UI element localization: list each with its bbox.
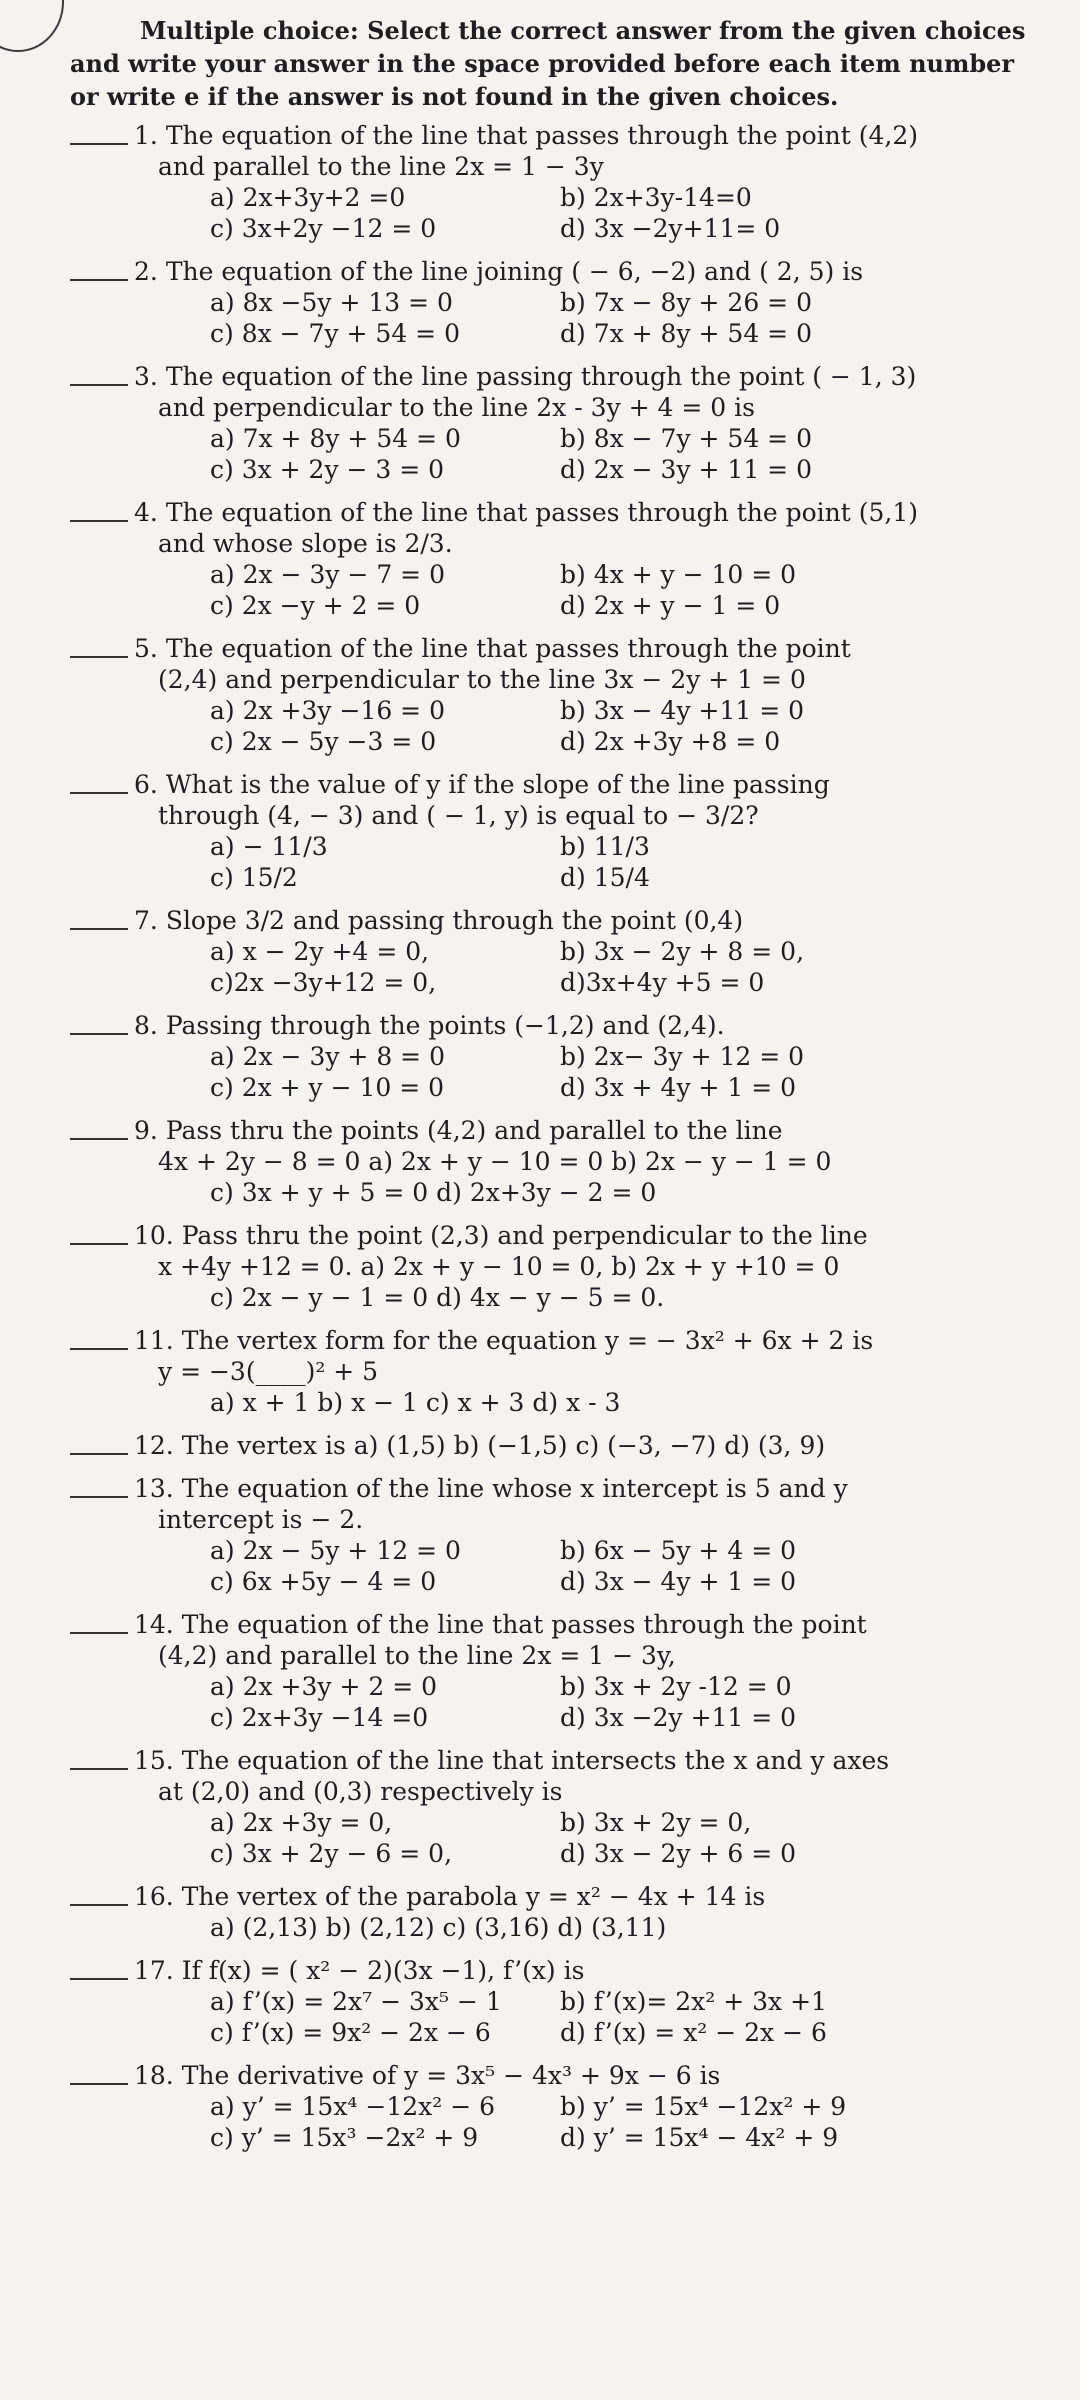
question-item [70, 633, 1060, 757]
answer-choice: c)2x −3y+12 = 0, [210, 968, 437, 997]
answer-choices [134, 423, 1060, 485]
corner-circle-mark [0, 0, 64, 52]
question-line: (2,4) and perpendicular to the line 3x − 2y + 1 = 0 [158, 665, 806, 694]
answer-choice: b) 4x + y − 10 = 0 [560, 560, 797, 589]
question-line: y = −3(____)² + 5 [158, 1357, 379, 1386]
question-number: 11. [134, 1326, 174, 1355]
question-text [134, 1010, 1060, 1041]
answer-choice: a) 2x+3y+2 =0 [210, 183, 406, 212]
answer-choice: a) x + 1 b) x − 1 c) x + 3 d) x - 3 [210, 1388, 621, 1417]
answer-choices [134, 559, 1060, 621]
answer-choice: a) y’ = 15x⁴ −12x² − 6 [210, 2092, 496, 2121]
question-item [70, 1955, 1060, 2048]
answer-choice: b) y’ = 15x⁴ −12x² + 9 [560, 2092, 847, 2121]
question-text [134, 905, 1060, 936]
question-number: 14. [134, 1610, 174, 1639]
question-number: 12. [134, 1431, 174, 1460]
question-text [134, 1356, 1060, 1387]
answer-choice: b) 3x + 2y = 0, [560, 1808, 752, 1837]
question-text [134, 1776, 1060, 1807]
question-text [134, 1504, 1060, 1535]
question-line: The equation of the line that intersects the x and y axes [181, 1746, 890, 1775]
answer-choice: b) 2x+3y-14=0 [560, 183, 752, 212]
answer-blank[interactable] [70, 520, 128, 522]
answer-choice: c) f’(x) = 9x² − 2x − 6 [210, 2018, 491, 2047]
question-item [70, 1325, 1060, 1418]
question-line: The equation of the line that passes through the point (5,1) [165, 498, 919, 527]
answer-blank[interactable] [70, 384, 128, 386]
answer-choice: c) 2x − 5y −3 = 0 [210, 727, 437, 756]
answer-blank[interactable] [70, 2083, 128, 2085]
question-item [70, 1473, 1060, 1597]
question-text [134, 1146, 1060, 1177]
question-text [134, 1745, 1060, 1776]
question-line: The equation of the line that passes through the point (4,2) [165, 121, 919, 150]
answer-blank[interactable] [70, 928, 128, 930]
question-number: 10. [134, 1221, 174, 1250]
answer-choice: d) 3x − 2y + 6 = 0 [560, 1839, 797, 1868]
question-number: 9. [134, 1116, 158, 1145]
answer-choices [134, 1535, 1060, 1597]
question-item [70, 2060, 1060, 2153]
question-line: (4,2) and parallel to the line 2x = 1 − 3y, [158, 1641, 676, 1670]
question-line: Pass thru the points (4,2) and parallel to the line [165, 1116, 783, 1145]
question-text [134, 497, 1060, 528]
answer-blank[interactable] [70, 279, 128, 281]
answer-choice: c) 2x+3y −14 =0 [210, 1703, 429, 1732]
question-line: and perpendicular to the line 2x - 3y + 4 = 0 is [158, 393, 755, 422]
question-line: The vertex is a) (1,5) b) (−1,5) c) (−3, −7) d) (3, 9) [181, 1431, 826, 1460]
question-number: 1. [134, 121, 158, 150]
question-line: What is the value of y if the slope of the line passing [165, 770, 830, 799]
answer-choice: d) 7x + 8y + 54 = 0 [560, 319, 812, 348]
answer-choice: d) 3x − 4y + 1 = 0 [560, 1567, 797, 1596]
answer-choice: a) 2x − 3y + 8 = 0 [210, 1042, 445, 1071]
answer-choice: c) 3x+2y −12 = 0 [210, 214, 437, 243]
question-item [70, 361, 1060, 485]
instructions-line: Multiple choice: Select the correct answer from the given choices [140, 16, 1026, 45]
answer-blank[interactable] [70, 1632, 128, 1634]
answer-choice: b) f’(x)= 2x² + 3x +1 [560, 1987, 827, 2016]
question-line: The equation of the line that passes through the point [165, 634, 851, 663]
question-text [134, 256, 1060, 287]
answer-choices [134, 2091, 1060, 2153]
answer-choice: a) 2x − 5y + 12 = 0 [210, 1536, 461, 1565]
question-text [134, 1881, 1060, 1912]
answer-choices [134, 1986, 1060, 2048]
answer-choice: d) 3x −2y+11= 0 [560, 214, 781, 243]
question-item [70, 1430, 1060, 1461]
instructions [70, 14, 1060, 113]
question-line: at (2,0) and (0,3) respectively is [158, 1777, 563, 1806]
question-line: intercept is − 2. [158, 1505, 364, 1534]
instructions-line: or write e if the answer is not found in the given choices. [70, 82, 839, 111]
question-line: Pass thru the point (2,3) and perpendicular to the line [181, 1221, 868, 1250]
instructions-line: and write your answer in the space provided before each item number [70, 49, 1015, 78]
answer-choices [134, 1671, 1060, 1733]
question-number: 18. [134, 2061, 174, 2090]
question-item [70, 1745, 1060, 1869]
question-line: The equation of the line whose x intercept is 5 and y [181, 1474, 848, 1503]
question-item [70, 1881, 1060, 1943]
answer-choice: c) 3x + 2y − 3 = 0 [210, 455, 445, 484]
question-number: 5. [134, 634, 158, 663]
question-text [134, 361, 1060, 392]
question-line: The vertex of the parabola y = x² − 4x + 14 is [181, 1882, 766, 1911]
question-text [134, 769, 1060, 800]
answer-choice: c) 2x − y − 1 = 0 d) 4x − y − 5 = 0. [210, 1283, 665, 1312]
answer-choice: a) 2x +3y = 0, [210, 1808, 393, 1837]
answer-choice: b) 7x − 8y + 26 = 0 [560, 288, 812, 317]
question-line: Passing through the points (−1,2) and (2,4). [165, 1011, 725, 1040]
question-number: 13. [134, 1474, 174, 1503]
answer-choices [134, 182, 1060, 244]
question-text [134, 1430, 1060, 1461]
question-line: and whose slope is 2/3. [158, 529, 453, 558]
answer-choice: d) 3x + 4y + 1 = 0 [560, 1073, 797, 1102]
question-line: through (4, − 3) and ( − 1, y) is equal to − 3/2? [158, 801, 759, 830]
answer-choice: d) y’ = 15x⁴ − 4x² + 9 [560, 2123, 839, 2152]
question-line: The equation of the line passing through the point ( − 1, 3) [165, 362, 917, 391]
question-item [70, 497, 1060, 621]
question-text [134, 2060, 1060, 2091]
question-text [134, 1325, 1060, 1356]
answer-blank[interactable] [70, 1496, 128, 1498]
question-list [70, 120, 1060, 2165]
answer-choice: b) 3x + 2y -12 = 0 [560, 1672, 792, 1701]
question-item [70, 769, 1060, 893]
answer-choices [134, 1807, 1060, 1869]
question-item [70, 256, 1060, 349]
answer-choice: c) 2x −y + 2 = 0 [210, 591, 421, 620]
question-number: 16. [134, 1882, 174, 1911]
answer-choice: c) y’ = 15x³ −2x² + 9 [210, 2123, 479, 2152]
answer-blank[interactable] [70, 1768, 128, 1770]
answer-choice: a) 2x +3y −16 = 0 [210, 696, 445, 725]
question-number: 6. [134, 770, 158, 799]
question-line: Slope 3/2 and passing through the point (0,4) [165, 906, 744, 935]
question-line: x +4y +12 = 0. a) 2x + y − 10 = 0, b) 2x + y +10 = 0 [158, 1252, 840, 1281]
answer-blank[interactable] [70, 1033, 128, 1035]
answer-choices [134, 936, 1060, 998]
answer-choice: d) 2x +3y +8 = 0 [560, 727, 781, 756]
answer-choice: d) 15/4 [560, 863, 650, 892]
answer-choice: a) 2x − 3y − 7 = 0 [210, 560, 445, 589]
question-text [134, 1640, 1060, 1671]
answer-blank[interactable] [70, 1453, 128, 1455]
answer-blank[interactable] [70, 1978, 128, 1980]
question-text [134, 633, 1060, 664]
question-item [70, 1220, 1060, 1313]
answer-choice: a) − 11/3 [210, 832, 328, 861]
question-number: 17. [134, 1956, 174, 1985]
answer-choices [134, 287, 1060, 349]
answer-choice: b) 11/3 [560, 832, 650, 861]
answer-blank[interactable] [70, 1138, 128, 1140]
question-text [134, 1955, 1060, 1986]
answer-blank[interactable] [70, 1243, 128, 1245]
answer-choices [134, 1041, 1060, 1103]
answer-choice: b) 3x − 4y +11 = 0 [560, 696, 805, 725]
answer-choice: c) 3x + 2y − 6 = 0, [210, 1839, 453, 1868]
question-line: If f(x) = ( x² − 2)(3x −1), f’(x) is [181, 1956, 585, 1985]
answer-choice: c) 2x + y − 10 = 0 [210, 1073, 445, 1102]
answer-blank[interactable] [70, 792, 128, 794]
answer-blank[interactable] [70, 656, 128, 658]
question-number: 3. [134, 362, 158, 391]
question-line: The vertex form for the equation y = − 3x² + 6x + 2 is [181, 1326, 874, 1355]
answer-choice: d) 3x −2y +11 = 0 [560, 1703, 797, 1732]
answer-choice: a) 7x + 8y + 54 = 0 [210, 424, 461, 453]
question-item [70, 1010, 1060, 1103]
question-line: The equation of the line joining ( − 6, −2) and ( 2, 5) is [165, 257, 864, 286]
question-text [134, 664, 1060, 695]
question-item [70, 905, 1060, 998]
answer-choice: d)3x+4y +5 = 0 [560, 968, 765, 997]
question-line: The equation of the line that passes through the point [181, 1610, 867, 1639]
question-line: The derivative of y = 3x⁵ − 4x³ + 9x − 6 is [181, 2061, 721, 2090]
question-text [134, 1609, 1060, 1640]
answer-choice: b) 2x− 3y + 12 = 0 [560, 1042, 805, 1071]
question-text [134, 392, 1060, 423]
answer-choice: a) 2x +3y + 2 = 0 [210, 1672, 438, 1701]
answer-choice: d) 2x − 3y + 11 = 0 [560, 455, 812, 484]
question-text [134, 120, 1060, 151]
answer-choice: d) 2x + y − 1 = 0 [560, 591, 781, 620]
answer-choice: c) 8x − 7y + 54 = 0 [210, 319, 460, 348]
answer-blank[interactable] [70, 1904, 128, 1906]
answer-choice: c) 15/2 [210, 863, 298, 892]
answer-choice: b) 6x − 5y + 4 = 0 [560, 1536, 797, 1565]
question-number: 4. [134, 498, 158, 527]
question-text [134, 1251, 1060, 1282]
answer-blank[interactable] [70, 143, 128, 145]
question-text [134, 528, 1060, 559]
question-item [70, 120, 1060, 244]
question-number: 15. [134, 1746, 174, 1775]
answer-choices [134, 1282, 1060, 1313]
question-text [134, 800, 1060, 831]
answer-choice: a) 8x −5y + 13 = 0 [210, 288, 453, 317]
question-text [134, 151, 1060, 182]
answer-choice: a) x − 2y +4 = 0, [210, 937, 430, 966]
answer-choices [134, 1177, 1060, 1208]
question-item [70, 1115, 1060, 1208]
answer-choices [134, 1387, 1060, 1418]
answer-choice: c) 3x + y + 5 = 0 d) 2x+3y − 2 = 0 [210, 1178, 657, 1207]
question-item [70, 1609, 1060, 1733]
answer-choice: b) 8x − 7y + 54 = 0 [560, 424, 812, 453]
question-text [134, 1220, 1060, 1251]
answer-choice: a) f’(x) = 2x⁷ − 3x⁵ − 1 [210, 1987, 502, 2016]
question-number: 8. [134, 1011, 158, 1040]
answer-choices [134, 695, 1060, 757]
question-line: 4x + 2y − 8 = 0 a) 2x + y − 10 = 0 b) 2x − y − 1 = 0 [158, 1147, 832, 1176]
answer-choice: c) 6x +5y − 4 = 0 [210, 1567, 437, 1596]
answer-blank[interactable] [70, 1348, 128, 1350]
answer-choice: b) 3x − 2y + 8 = 0, [560, 937, 805, 966]
answer-choice: a) (2,13) b) (2,12) c) (3,16) d) (3,11) [210, 1913, 667, 1942]
question-number: 7. [134, 906, 158, 935]
answer-choice: d) f’(x) = x² − 2x − 6 [560, 2018, 827, 2047]
question-line: and parallel to the line 2x = 1 − 3y [158, 152, 604, 181]
answer-choices [134, 1912, 1060, 1943]
question-text [134, 1473, 1060, 1504]
question-text [134, 1115, 1060, 1146]
question-number: 2. [134, 257, 158, 286]
answer-choices [134, 831, 1060, 893]
